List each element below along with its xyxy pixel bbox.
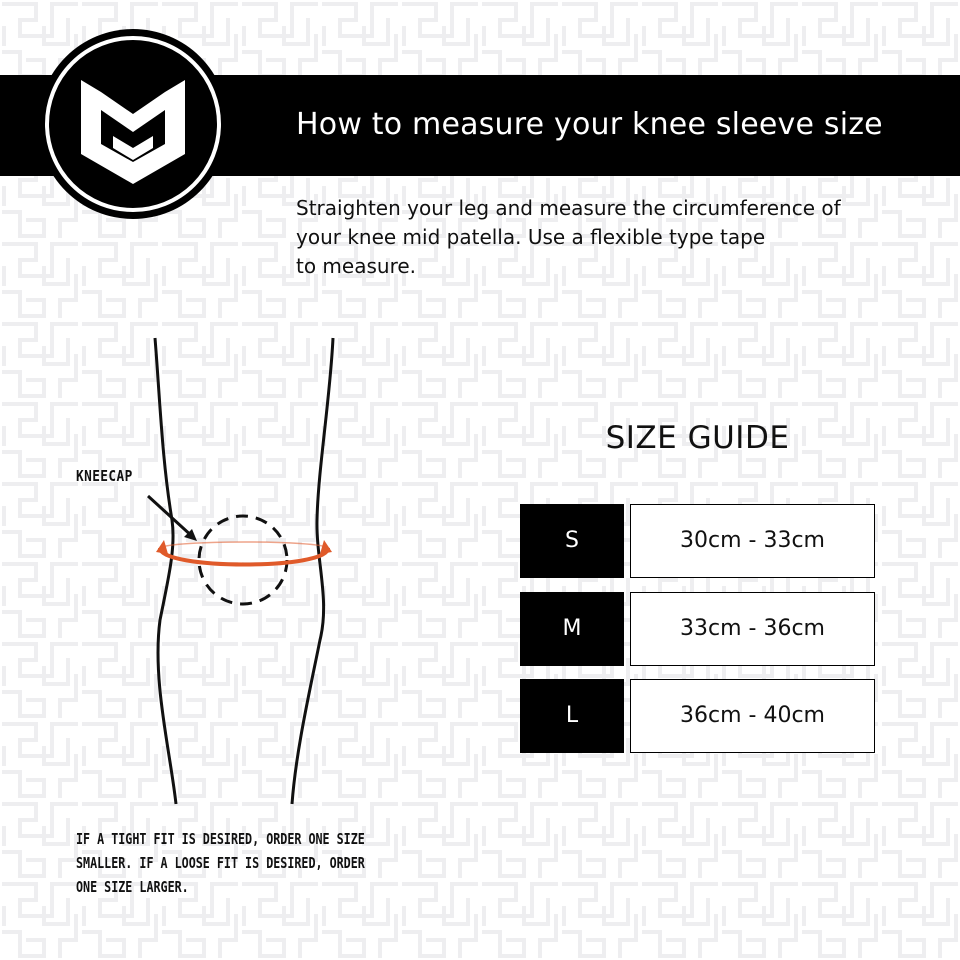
kneecap-label: KNEECAP [76, 467, 133, 485]
tape-arrow-right [320, 540, 332, 554]
size-row-s [520, 504, 875, 578]
instruction-line: Straighten your leg and measure the circumference of [296, 196, 841, 220]
size-guide-title: SIZE GUIDE [605, 420, 790, 456]
size-row-m [520, 592, 875, 666]
leg-outline-left [155, 338, 176, 804]
size-label: L [520, 679, 624, 753]
kneecap-pointer [148, 496, 194, 538]
size-label: M [520, 592, 624, 666]
size-label: S [520, 504, 624, 578]
page-title: How to measure your knee sleeve size [296, 107, 883, 142]
instruction-line: to measure. [296, 254, 417, 278]
measure-instructions [296, 194, 916, 281]
fit-note-line: ONE SIZE LARGER. [76, 878, 189, 896]
fit-note-line: IF A TIGHT FIT IS DESIRED, ORDER ONE SIZE [76, 830, 365, 848]
size-range: 30cm - 33cm [630, 504, 875, 578]
knee-diagram [0, 320, 480, 820]
fit-note [76, 827, 365, 899]
size-range: 33cm - 36cm [630, 592, 875, 666]
tape-arrow-left [156, 540, 168, 554]
size-range: 36cm - 40cm [630, 679, 875, 753]
kneecap-circle [199, 516, 287, 604]
size-row-l [520, 679, 875, 753]
measuring-tape [160, 548, 328, 565]
leg-outline-right [292, 338, 333, 804]
measuring-tape-back [160, 542, 328, 548]
instruction-line: your knee mid patella. Use a flexible type tape [296, 225, 766, 249]
m-monogram-logo [37, 28, 229, 220]
fit-note-line: SMALLER. IF A LOOSE FIT IS DESIRED, ORDER [76, 854, 365, 872]
